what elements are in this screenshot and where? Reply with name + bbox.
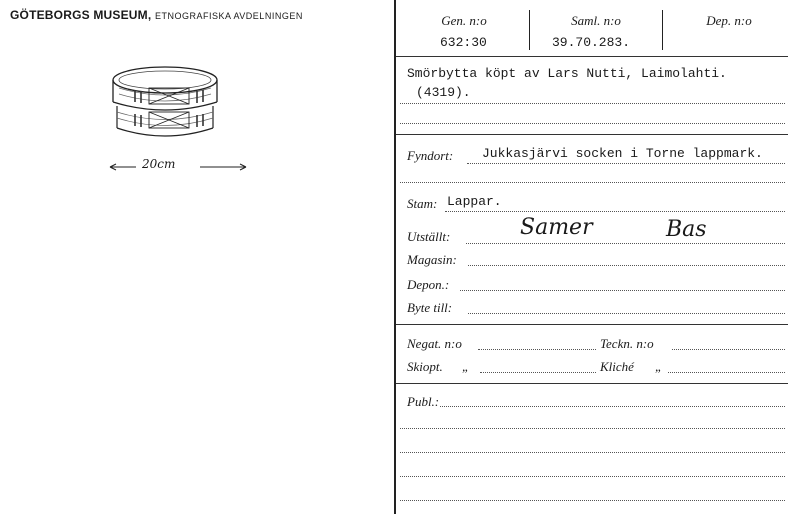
skiopt-label: Skiopt.: [407, 359, 443, 374]
stam-label: Stam:: [407, 196, 438, 211]
publ-label: Publ.:: [407, 394, 440, 409]
teckn-label: Teckn. n:o: [600, 336, 654, 351]
scale-label: 20cm: [142, 157, 176, 171]
dotted-line: [478, 349, 596, 350]
scale-bar: [108, 158, 248, 176]
byte-till-label: Byte till:: [407, 300, 453, 315]
negat-label: Negat. n:o: [407, 336, 462, 351]
dotted-line: [400, 123, 785, 124]
card-left-border: [394, 0, 396, 514]
dotted-line: [466, 243, 785, 244]
museum-header: [10, 8, 303, 22]
dotted-line: [400, 500, 785, 501]
utstallt-label: Utställt:: [407, 229, 451, 244]
section-rule: [396, 324, 788, 325]
dotted-line: [400, 103, 785, 104]
dotted-line: [480, 372, 596, 373]
museum-name: GÖTEBORGS MUSEUM,: [10, 8, 152, 22]
depon-label: Depon.:: [407, 277, 450, 292]
saml-no-value: 39.70.283.: [552, 35, 631, 50]
dep-no-label: Dep. n:o: [706, 13, 752, 28]
section-rule: [396, 383, 788, 384]
kliche-ditto: „: [655, 359, 663, 374]
magasin-label: Magasin:: [407, 252, 457, 267]
column-divider: [662, 10, 663, 50]
department-name: ETNOGRAFISKA AVDELNINGEN: [154, 11, 303, 21]
description-line-1: Smörbytta köpt av Lars Nutti, Laimolahti.: [407, 66, 727, 81]
gen-no-value: 632:30: [440, 35, 487, 50]
utstallt-handwritten-2: Bas: [666, 217, 707, 242]
dotted-line: [400, 452, 785, 453]
utstallt-handwritten-1: Samer: [520, 215, 593, 240]
dotted-line: [400, 182, 785, 183]
section-rule: [396, 56, 788, 57]
kliche-label: Kliché: [600, 359, 634, 374]
column-divider: [529, 10, 530, 50]
dotted-line: [467, 163, 785, 164]
fyndort-value: Jukkasjärvi socken i Torne lappmark.: [482, 146, 763, 161]
section-rule: [396, 134, 788, 135]
skiopt-ditto: „: [462, 359, 470, 374]
saml-no-label: Saml. n:o: [571, 13, 621, 28]
dotted-line: [445, 211, 785, 212]
fyndort-label: Fyndort:: [407, 148, 454, 163]
dotted-line: [468, 265, 785, 266]
dotted-line: [672, 349, 785, 350]
dotted-line: [440, 406, 785, 407]
description-line-2: (4319).: [416, 85, 471, 100]
stam-value: Lappar.: [447, 194, 502, 209]
gen-no-label: Gen. n:o: [441, 13, 487, 28]
dotted-line: [668, 372, 785, 373]
object-sketch: [105, 62, 225, 144]
dotted-line: [460, 290, 785, 291]
dotted-line: [400, 476, 785, 477]
dotted-line: [400, 428, 785, 429]
dotted-line: [468, 313, 785, 314]
